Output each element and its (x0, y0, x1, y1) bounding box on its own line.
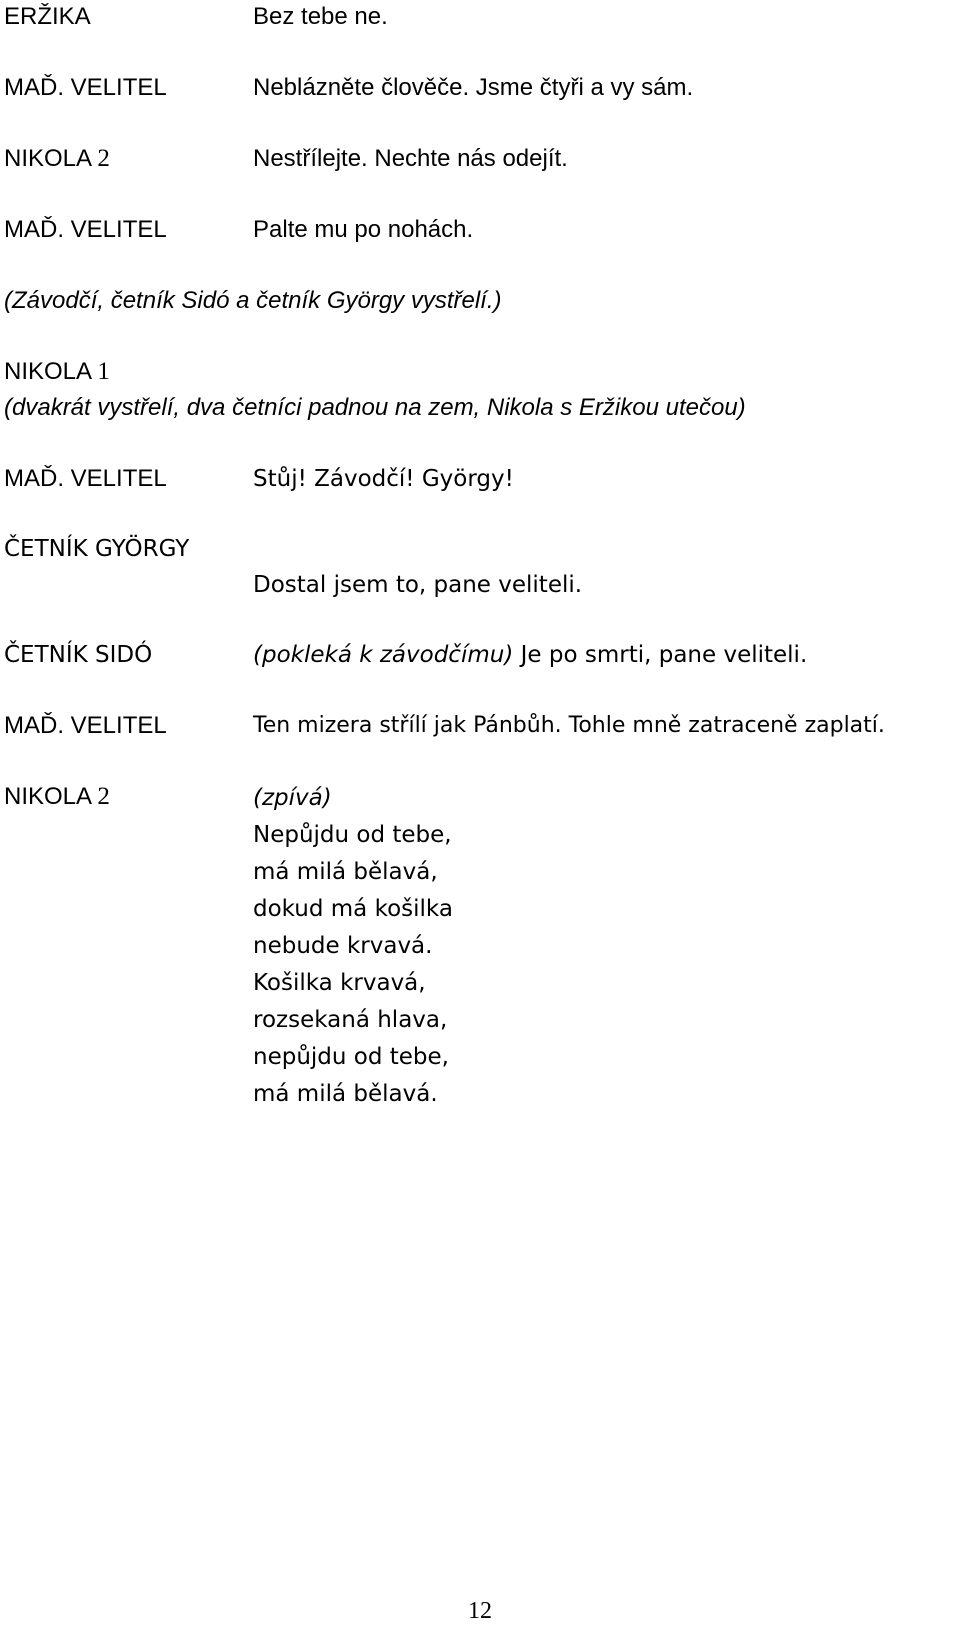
speaker-number: 2 (97, 783, 110, 810)
speaker-name (4, 355, 110, 389)
lyric-line: Nepůjdu od tebe, (253, 822, 452, 848)
speaker-name (4, 780, 110, 814)
speaker-number: 1 (97, 358, 110, 385)
dialogue-line: Stůj! Závodčí! György! (253, 466, 514, 492)
speaker-name: MAĎ. VELITEL (4, 216, 167, 243)
inline-stage-direction: (pokleká k závodčímu) (253, 642, 514, 668)
song-lyrics (253, 780, 453, 1113)
speaker-label: NIKOLA (4, 783, 91, 810)
dialogue-row (0, 568, 960, 608)
stage-direction: (dvakrát vystřelí, dva četníci padnou na zem, Nikola s Eržikou utečou) (4, 394, 746, 421)
stage-direction-row (0, 284, 960, 324)
dialogue-row (0, 462, 960, 502)
dialogue-row (0, 638, 960, 678)
speaker-name: ČETNÍK SIDÓ (4, 642, 153, 668)
dialogue-text: Je po smrti, pane veliteli. (513, 642, 808, 668)
speaker-label: NIKOLA (4, 145, 91, 172)
dialogue-line: Palte mu po nohách. (253, 216, 474, 243)
speaker-label: NIKOLA (4, 358, 91, 385)
dialogue-line: Bez tebe ne. (253, 3, 388, 30)
dialogue-line: Ten mizera střílí jak Pánbůh. Tohle mně zatraceně zaplatí. (253, 713, 885, 738)
speaker-name (4, 142, 110, 176)
speaker-name: ERŽIKA (4, 3, 91, 30)
dialogue-row (0, 780, 960, 820)
dialogue-row (0, 0, 960, 40)
lyric-line: má milá bělavá, (253, 859, 438, 885)
page-number: 12 (468, 1598, 492, 1624)
song-direction: (zpívá) (253, 785, 332, 811)
stage-direction: (Závodčí, četník Sidó a četník György vystřelí.) (4, 287, 502, 314)
lyric-line: rozsekaná hlava, (253, 1007, 448, 1033)
dialogue-row (0, 532, 960, 572)
lyric-line: má milá bělavá. (253, 1081, 438, 1107)
dialogue-row (0, 142, 960, 182)
speaker-name: MAĎ. VELITEL (4, 712, 167, 739)
lyric-line: nebude krvavá. (253, 933, 433, 959)
lyric-line: Košilka krvavá, (253, 970, 426, 996)
dialogue-row (0, 709, 960, 749)
speaker-number: 2 (97, 145, 110, 172)
lyric-line: nepůjdu od tebe, (253, 1044, 449, 1070)
lyric-line: dokud má košilka (253, 896, 453, 922)
dialogue-line: Dostal jsem to, pane veliteli. (253, 572, 583, 598)
dialogue-line: Nestřílejte. Nechte nás odejít. (253, 145, 568, 172)
speaker-name: MAĎ. VELITEL (4, 465, 167, 492)
dialogue-row (0, 213, 960, 253)
speaker-name: MAĎ. VELITEL (4, 74, 167, 101)
dialogue-line (253, 638, 807, 672)
dialogue-row (0, 71, 960, 111)
dialogue-line: Neblázněte člověče. Jsme čtyři a vy sám. (253, 74, 694, 101)
dialogue-row (0, 355, 960, 395)
stage-direction-row (0, 391, 960, 431)
speaker-name: ČETNÍK GYÖRGY (4, 536, 190, 562)
